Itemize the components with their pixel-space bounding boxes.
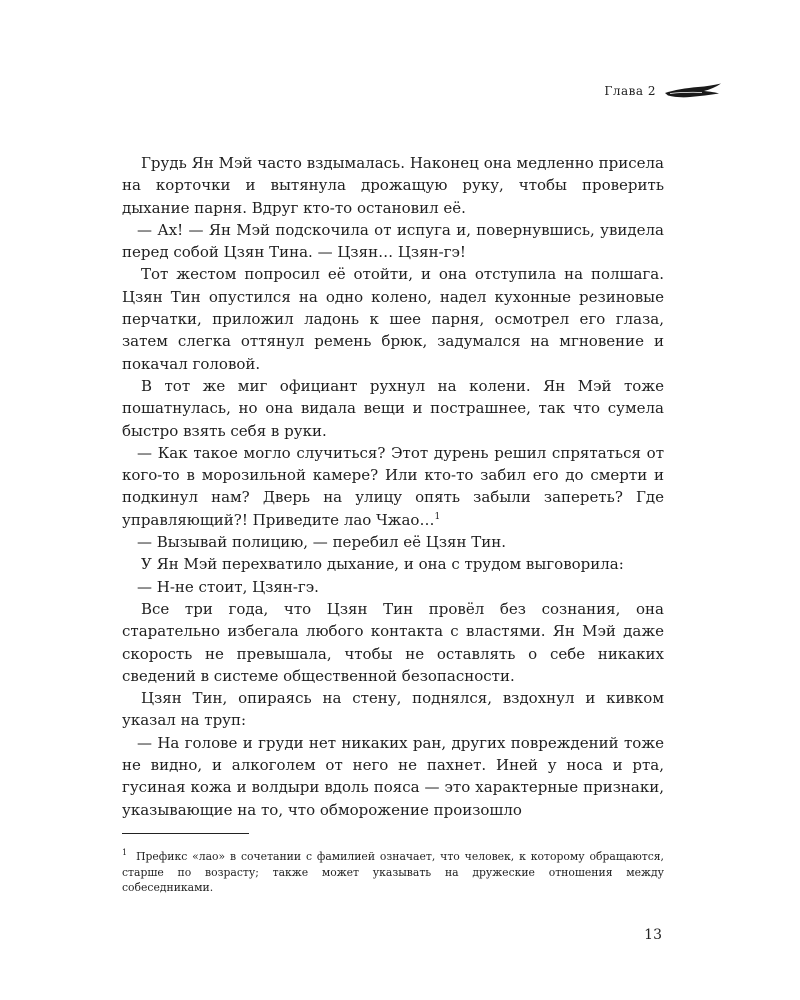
paragraph-text: — Как такое могло случиться? Этот дурень решил спрятаться от кого-то в морозильной камере? Или кто-то забил его до смерти и подкинул нам? Дверь на улицу опять забыли запереть? Где управляющий?! Приведите лао Чжао… [122,443,664,529]
paragraph [122,553,664,575]
paragraph-text: — Н-не стоит, Цзян-гэ. [137,577,319,596]
paragraph [122,263,664,374]
dialog-paragraph [122,732,664,821]
footnote-reference: 1 [434,511,441,522]
paragraph-text: Цзян Тин, опираясь на стену, поднялся, вздохнул и кивком указал на труп: [122,689,664,730]
paragraph [122,375,664,442]
paragraph-text: У Ян Мэй перехватило дыхание, и она с трудом выговорила: [141,555,624,574]
footnote-number: 1 [122,848,128,858]
chapter-label: Глава 2 [604,84,656,98]
paragraph [122,687,664,732]
main-text [122,152,664,821]
paragraph-text: — Ах! — Ян Мэй подскочила от испуга и, повернувшись, увидела перед собой Цзян Тина. — Цзян… Цзян-гэ! [122,220,664,262]
paragraph [122,598,664,687]
dialog-paragraph [122,442,664,531]
running-header [604,82,722,100]
dialog-paragraph [122,576,664,598]
paragraph [122,152,664,219]
dialog-paragraph [122,531,664,553]
footnote-text: Префикс «лао» в сочетании с фамилией означает, что человек, к которому обращаются, старше по возрасту; также может указывать на дружеские отношения между собеседниками. [122,850,664,894]
paragraph-text: Тот жестом попросил её отойти, и она отступила на полшага. Цзян Тин опустился на одно колено, надел кухонные резиновые перчатки, приложил ладонь к шее парня, осмотрел его глаза, затем слегка оттянул ремень брюк, задумался на мгновение и покачал головой. [122,265,664,373]
footnote-divider [122,833,249,834]
paragraph-text: — Вызывай полицию, — перебил её Цзян Тин. [137,533,507,552]
paragraph-text: Все три года, что Цзян Тин провёл без сознания, она старательно избегала любого контакта с властями. Ян Мэй даже скорость не превышала, чтобы не оставлять о себе никаких сведений в системе общественной безопасности. [122,599,664,685]
footnote [122,849,664,896]
page-number: 13 [644,927,662,943]
paragraph-text: — На голове и груди нет никаких ран, других повреждений тоже не видно, и алкоголем от него не пахнет. Иней у носа и рта, гусиная кожа и волдыри вдоль пояса — это характерные признаки, указывающие на то, что обморожение произошло [122,733,664,819]
paragraph-text: Грудь Ян Мэй часто вздымалась. Наконец она медленно присела на корточки и вытянула дрожащую руку, чтобы проверить дыхание парня. Вдруг кто-то остановил её. [122,154,664,217]
paragraph-text: В тот же миг официант рухнул на колени. Ян Мэй тоже пошатнулась, но она видала вещи и пострашнее, так что сумела быстро взять себя в руки. [122,376,664,440]
brush-stroke-ornament-icon [664,82,722,100]
dialog-paragraph [122,219,664,264]
